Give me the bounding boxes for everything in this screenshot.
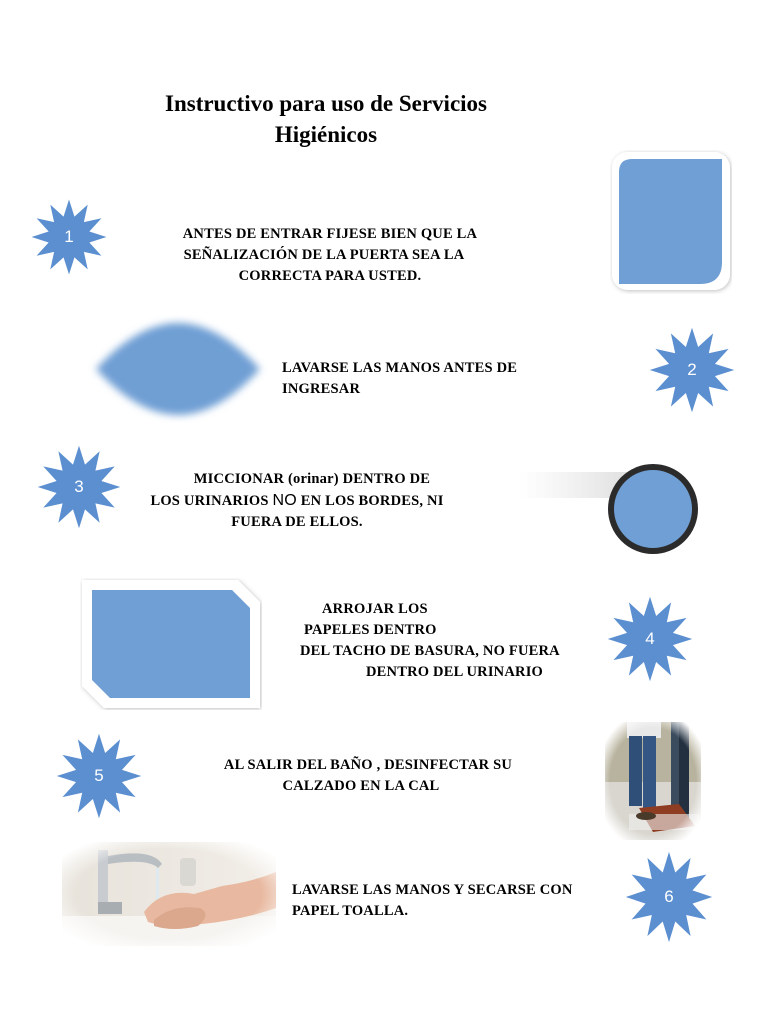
step-1-number: 1 [64, 227, 74, 246]
step-1-text [145, 224, 515, 287]
title-line-2: Higiénicos [274, 122, 378, 147]
step-3-line-3: FUERA DE ELLOS. [231, 514, 363, 530]
step-1-star-badge [30, 198, 108, 276]
title-line-1: Instructivo para uso de Servicios [165, 91, 487, 116]
step-4-line-1: ARROJAR LOS [322, 601, 428, 617]
step-4-number: 4 [645, 629, 655, 648]
step-3-line-1: MICCIONAR (orinar) DENTRO DE [193, 471, 431, 487]
step-5-line-1: AL SALIR DEL BAÑO , DESINFECTAR SU [223, 757, 513, 773]
step-3-line-2 [112, 490, 482, 512]
step-5-text [180, 755, 556, 797]
step-4-line-2: PAPELES DENTRO [304, 622, 437, 638]
step-5-shoe-disinfection-photo [605, 722, 701, 840]
step-1-line-1: ANTES DE ENTRAR FIJESE BIEN QUE LA [182, 226, 478, 242]
step-6-line-2: PAPEL TOALLA. [292, 903, 409, 919]
step-2-line-2: INGRESAR [282, 381, 361, 397]
page-title [100, 88, 552, 150]
step-3-number: 3 [74, 477, 84, 496]
step-5-line-2: CALZADO EN LA CAL [282, 778, 440, 794]
step-6-star-badge [624, 850, 714, 944]
step-4-text [300, 599, 560, 683]
step-2-line-1: LAVARSE LAS MANOS ANTES DE [282, 360, 518, 376]
step-3-text [112, 469, 482, 533]
step-2-star-badge [648, 326, 736, 414]
step-2-text [282, 358, 517, 400]
step-4-line-3: DEL TACHO DE BASURA, NO FUERA [300, 643, 560, 659]
step-6-line-1: LAVARSE LAS MANOS Y SECARSE CON [292, 882, 573, 898]
step-3-line-2a: LOS URINARIOS [150, 493, 273, 509]
step-3-line-2c: EN LOS BORDES, NI [296, 493, 444, 509]
step-3-line-2-no: NO [272, 492, 297, 509]
step-6-text [292, 880, 573, 922]
step-5-number: 5 [94, 766, 104, 785]
step-1-line-2: SEÑALIZACIÓN DE LA PUERTA SEA LA [183, 247, 465, 263]
step-3-star-badge [36, 444, 122, 530]
step-6-number: 6 [664, 887, 674, 906]
step-2-number: 2 [687, 360, 697, 379]
step-1-rounded-square-shape [610, 150, 732, 294]
step-1-line-3: CORRECTA PARA USTED. [238, 268, 422, 284]
step-6-handwashing-photo [62, 842, 276, 946]
step-3-circle-shape [510, 460, 702, 558]
step-4-snipped-rectangle-shape [80, 578, 262, 710]
step-5-star-badge [55, 732, 143, 820]
step-4-star-badge [606, 595, 694, 683]
step-4-line-4: DENTRO DEL URINARIO [366, 664, 544, 680]
step-2-blurred-oval-shape [88, 315, 268, 423]
